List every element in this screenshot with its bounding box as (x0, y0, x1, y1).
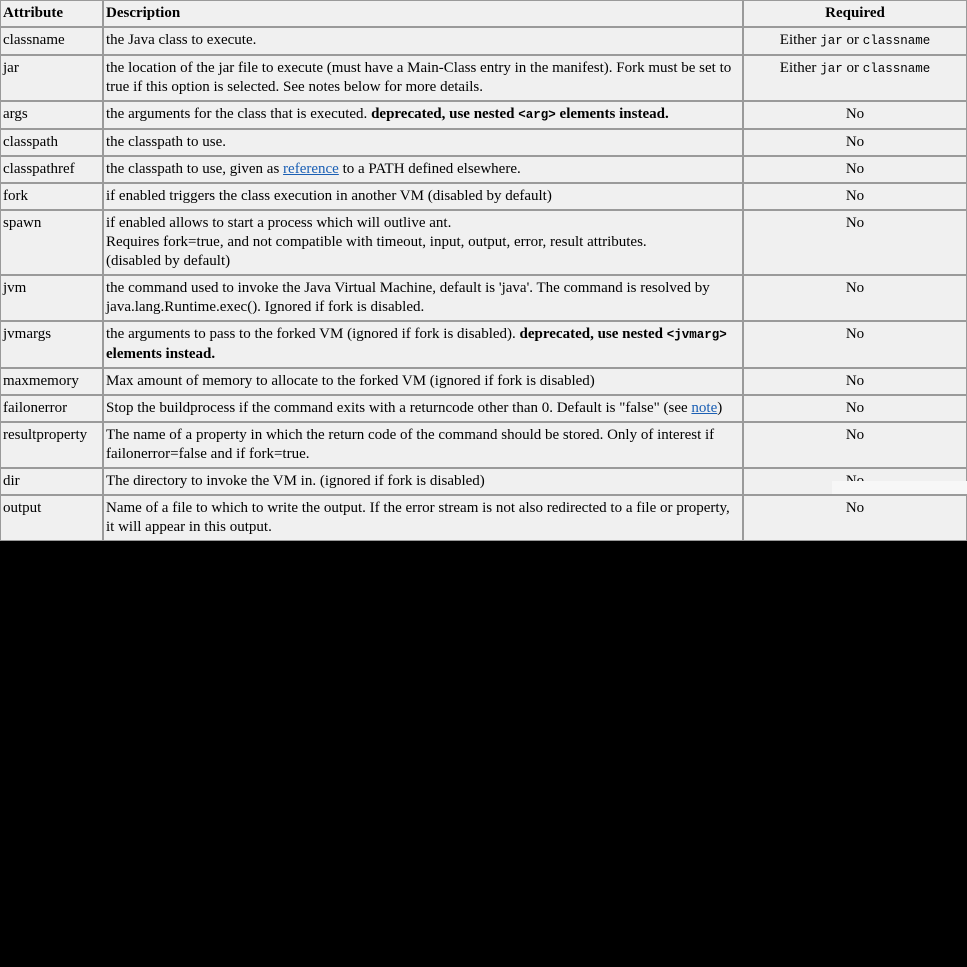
tooltip-overlay (832, 481, 967, 494)
desc-text: ) (717, 400, 723, 416)
nested-element-code: <arg> (518, 108, 556, 122)
header-required: Required (743, 0, 967, 27)
table-row (0, 101, 967, 129)
desc-output: Name of a file to which to write the output. If the error stream is not also redirected to a file or property, it will appear in this output. (103, 495, 743, 541)
deprecated-note: elements instead. (106, 346, 216, 362)
desc-resultproperty: The name of a property in which the return code of the command should be stored. Only of interest if failonerror=false and if fork=true. (103, 422, 743, 468)
desc-text: Stop the buildprocess if the command exits with a returncode other than 0. Default is "false" (see (106, 400, 688, 416)
desc-fork: if enabled triggers the class execution in another VM (disabled by default) (103, 183, 743, 210)
table-row (0, 395, 967, 422)
table-row (0, 321, 967, 368)
attr-output: output (0, 495, 103, 541)
req-text: Either (779, 60, 817, 76)
deprecated-note: deprecated, use nested (371, 106, 515, 122)
req-maxmemory: No (743, 368, 967, 395)
attr-dir: dir (0, 468, 103, 495)
req-classpathref: No (743, 156, 967, 183)
desc-text: to a PATH defined elsewhere. (342, 161, 521, 177)
req-classname (743, 27, 967, 55)
table-row (0, 27, 967, 55)
desc-text: Requires fork=true, and not compatible with timeout, input, output, error, result attributes. (106, 234, 647, 250)
table-row (0, 183, 967, 210)
desc-classname: the Java class to execute. (103, 27, 743, 55)
req-resultproperty: No (743, 422, 967, 468)
req-text: Either (779, 32, 817, 48)
attr-jvm: jvm (0, 275, 103, 321)
attr-maxmemory: maxmemory (0, 368, 103, 395)
reference-link[interactable]: reference (283, 161, 339, 177)
table-row (0, 55, 967, 101)
attr-classname: classname (0, 27, 103, 55)
table-row (0, 156, 967, 183)
attr-classpathref: classpathref (0, 156, 103, 183)
table-row (0, 368, 967, 395)
desc-dir: The directory to invoke the VM in. (ignored if fork is disabled) (103, 468, 743, 495)
desc-jvm: the command used to invoke the Java Virtual Machine, default is 'java'. The command is resolved by java.lang.Runtime.exec(). Ignored if fork is disabled. (103, 275, 743, 321)
attr-failonerror: failonerror (0, 395, 103, 422)
req-code: classname (862, 62, 931, 76)
desc-jvmargs (103, 321, 743, 368)
req-text: or (846, 60, 859, 76)
req-jar (743, 55, 967, 101)
req-jvm: No (743, 275, 967, 321)
req-code: jar (820, 34, 843, 48)
table-row (0, 422, 967, 468)
desc-text: the arguments to pass to the forked VM (ignored if fork is disabled). (106, 326, 516, 342)
note-link[interactable]: note (691, 400, 718, 416)
header-attribute: Attribute (0, 0, 103, 27)
req-code: jar (820, 62, 843, 76)
req-jvmargs: No (743, 321, 967, 368)
req-failonerror: No (743, 395, 967, 422)
desc-text: (disabled by default) (106, 253, 231, 269)
table-row (0, 468, 967, 495)
table-row (0, 275, 967, 321)
desc-jar: the location of the jar file to execute (must have a Main-Class entry in the manifest). Fork must be set to true if this option is selected. See notes below for more details. (103, 55, 743, 101)
desc-maxmemory: Max amount of memory to allocate to the forked VM (ignored if fork is disabled) (103, 368, 743, 395)
table-row (0, 129, 967, 156)
desc-classpath: the classpath to use. (103, 129, 743, 156)
nested-element-code: <jvmarg> (666, 328, 727, 342)
req-spawn: No (743, 210, 967, 275)
desc-text: the arguments for the class that is executed. (106, 106, 368, 122)
req-code: classname (862, 34, 931, 48)
desc-spawn (103, 210, 743, 275)
req-output: No (743, 495, 967, 541)
desc-text: if enabled allows to start a process which will outlive ant. (106, 215, 452, 231)
attr-spawn: spawn (0, 210, 103, 275)
attr-args: args (0, 101, 103, 129)
req-fork: No (743, 183, 967, 210)
desc-text: the classpath to use, given as (106, 161, 280, 177)
deprecated-note: elements instead. (559, 106, 669, 122)
attr-jvmargs: jvmargs (0, 321, 103, 368)
table-header-row (0, 0, 967, 27)
attr-jar: jar (0, 55, 103, 101)
req-classpath: No (743, 129, 967, 156)
desc-failonerror (103, 395, 743, 422)
header-description: Description (103, 0, 743, 27)
table-row (0, 210, 967, 275)
req-text: or (846, 32, 859, 48)
attr-fork: fork (0, 183, 103, 210)
table-row (0, 495, 967, 541)
desc-classpathref (103, 156, 743, 183)
attr-resultproperty: resultproperty (0, 422, 103, 468)
req-args: No (743, 101, 967, 129)
deprecated-note: deprecated, use nested (519, 326, 664, 342)
attr-classpath: classpath (0, 129, 103, 156)
desc-args (103, 101, 743, 129)
